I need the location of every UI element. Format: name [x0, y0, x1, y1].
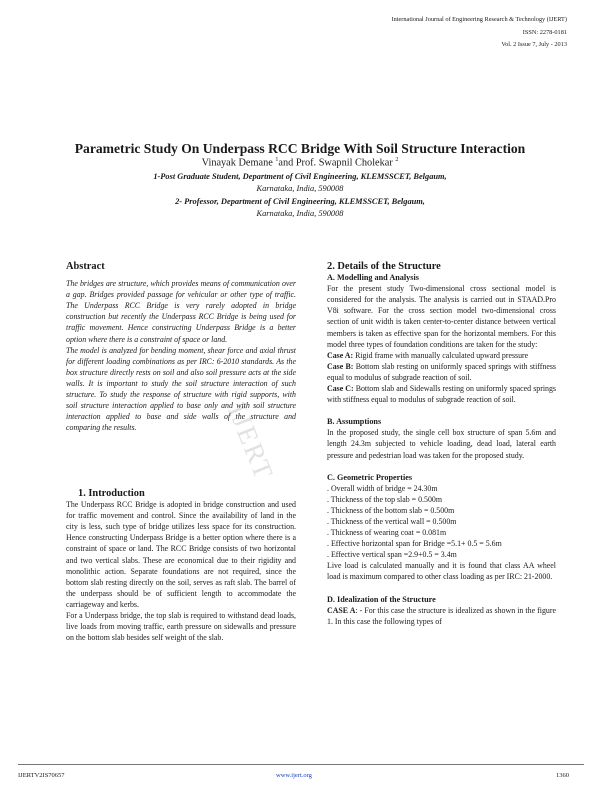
- property-item: . Effective vertical span =2.9+0.5 = 3.4m: [327, 550, 457, 560]
- case-a-idealization-label: CASE A: [327, 605, 356, 615]
- author-2: and Prof. Swapnil Cholekar: [278, 157, 393, 169]
- property-item: . Overall width of bridge = 24.30m: [327, 483, 438, 493]
- author-line: [0, 157, 600, 168]
- introduction-heading: 1. Introduction: [78, 488, 145, 499]
- affiliation-1-line1: 1-Post Graduate Student, Department of Civil Engineering, KLEMSSCET, Belgaum,: [153, 172, 447, 181]
- author-1: Vinayak Demane: [201, 157, 273, 169]
- property-item: . Thickness of wearing coat = 0.081m: [327, 528, 447, 538]
- property-item: . Thickness of the vertical wall = 0.500m: [327, 516, 457, 526]
- introduction-paragraph-1: The Underpass RCC Bridge is adopted in bridge construction and used for traffic movement and control. Since the availability of land in the city is less, such type of bridge utilizes less space for its construction. Hence constructing Underpass Bridge is a better option where there is a constraint of space or land. The RCC Bridge consists of two horizontal and two vertical slabs. These are economical due to their rigidity and monolithic action. Separate foundations are not required, since the bottom slab resting directly on the soil, serves as raft slab. The barrel of the underpass should be of sufficient length to accommodate the carriageway and kerbs.: [66, 500, 296, 609]
- case-a-item: [327, 350, 556, 361]
- case-b-text: Bottom slab resting on uniformly spaced springs with stiffness equal to modulus of subgrade reaction of soil.: [327, 361, 556, 382]
- affiliation-1-line2: Karnataka, India, 590008: [256, 184, 344, 193]
- case-c-text: Bottom slab and Sidewalls resting on uniformly spaced springs with stiffness equal to modulus of subgrade reaction of soil.: [327, 384, 556, 405]
- abstract-paragraph-1: The bridges are structure, which provides means of communication over a gap. Bridges provided passage for vehicular or other type of traffic. The Underpass RCC Bridge is very rarely adopted in bridge construction but recently the Underpass RCC Bridge is being used for traffic movement. Hence constructing Underpass Bridge is a better option where there is a constraint of space or land.: [66, 279, 296, 344]
- case-b-item: [327, 361, 556, 383]
- case-a-label: Case A:: [327, 350, 354, 360]
- property-item: . Thickness of the bottom slab = 0.500m: [327, 505, 455, 515]
- abstract-heading: Abstract: [66, 261, 105, 272]
- footer-divider: [18, 764, 584, 765]
- assumptions-paragraph: In the proposed study, the single cell box structure of span 5.6m and length 24.3m subjected to vehicle loading, dead load, lateral earth pressure and pedestrian load was taken for the proposed study.: [327, 428, 556, 460]
- abstract-section: [66, 261, 296, 433]
- modelling-paragraph: For the present study Two-dimensional cross sectional model is considered for the analysis. The analysis is carried out in STAAD.Pro V8i software. For the cross section model two-dimensional cross section of unit width is taken center-to-center distance between vertical members is taken as effective span for the horizontal members. For this model three types of foundation conditions are taken for the study:: [327, 284, 556, 349]
- volume-issue: Vol. 2 Issue 7, July - 2013: [501, 41, 567, 48]
- introduction-section: [66, 488, 296, 643]
- introduction-paragraph-2: For a Underpass bridge, the top slab is required to withstand dead loads, live loads from moving traffic, earth pressure on sidewalls and pressure on the bottom slab besides self weight of the slab.: [66, 611, 296, 643]
- affiliation-2-line2: Karnataka, India, 590008: [256, 209, 344, 218]
- paper-id: IJERTV2IS70657: [18, 772, 65, 779]
- journal-website-link[interactable]: www.ijert.org: [276, 772, 312, 779]
- details-section: [327, 261, 556, 627]
- affiliation-2-line1: 2- Professor, Department of Civil Engineering, KLEMSSCET, Belgaum,: [175, 197, 425, 206]
- page-number: 1360: [556, 772, 569, 779]
- watermark: IJERT: [222, 400, 280, 485]
- issn: ISSN: 2278-0181: [522, 29, 567, 36]
- case-c-item: [327, 383, 556, 405]
- geometric-properties-list: [327, 483, 556, 561]
- modelling-subheading: A. Modelling and Analysis: [327, 273, 419, 283]
- author-1-sup: 1: [275, 157, 279, 163]
- idealization-subheading: D. Idealization of the Structure: [327, 594, 436, 604]
- paper-title: Parametric Study On Underpass RCC Bridge With Soil Structure Interaction: [74, 141, 526, 156]
- case-a-text: Rigid frame with manually calculated upward pressure: [353, 350, 529, 360]
- geometric-subheading: C. Geometric Properties: [327, 472, 413, 482]
- author-2-sup: 2: [395, 157, 399, 163]
- abstract-paragraph-2: The model is analyzed for bending moment, shear force and axial thrust for different loading combinations as per IRC: 6-2010 standards. As the box structure directly rests on soil and also soil pressure acts at the side walls. It is important to study the soil structure interaction of such structure. To study the response of structure with rigid supports, with soil structure interaction applied to base only and with soil structure interaction applied to base and side walls of the structure and comparing the results.: [66, 345, 296, 433]
- journal-name: International Journal of Engineering Research & Technology (IJERT): [391, 16, 567, 23]
- case-b-label: Case B:: [327, 361, 354, 371]
- property-item: . Effective horizontal span for Bridge =5.1+ 0.5 = 5.6m: [327, 539, 502, 549]
- details-heading: 2. Details of the Structure: [327, 261, 441, 272]
- case-a-idealization-text: : - For this case the structure is idealized as shown in the figure 1. In this case the following types of: [327, 605, 556, 626]
- case-a-idealization: [327, 605, 556, 627]
- assumptions-subheading: B. Assumptions: [327, 417, 382, 427]
- live-load-paragraph: Live load is calculated manually and it is found that class AA wheel load is maximum compared to other class loading as per IRC: 21-2000.: [327, 561, 556, 582]
- case-c-label: Case C:: [327, 384, 354, 394]
- property-item: . Thickness of the top slab = 0.500m: [327, 494, 442, 504]
